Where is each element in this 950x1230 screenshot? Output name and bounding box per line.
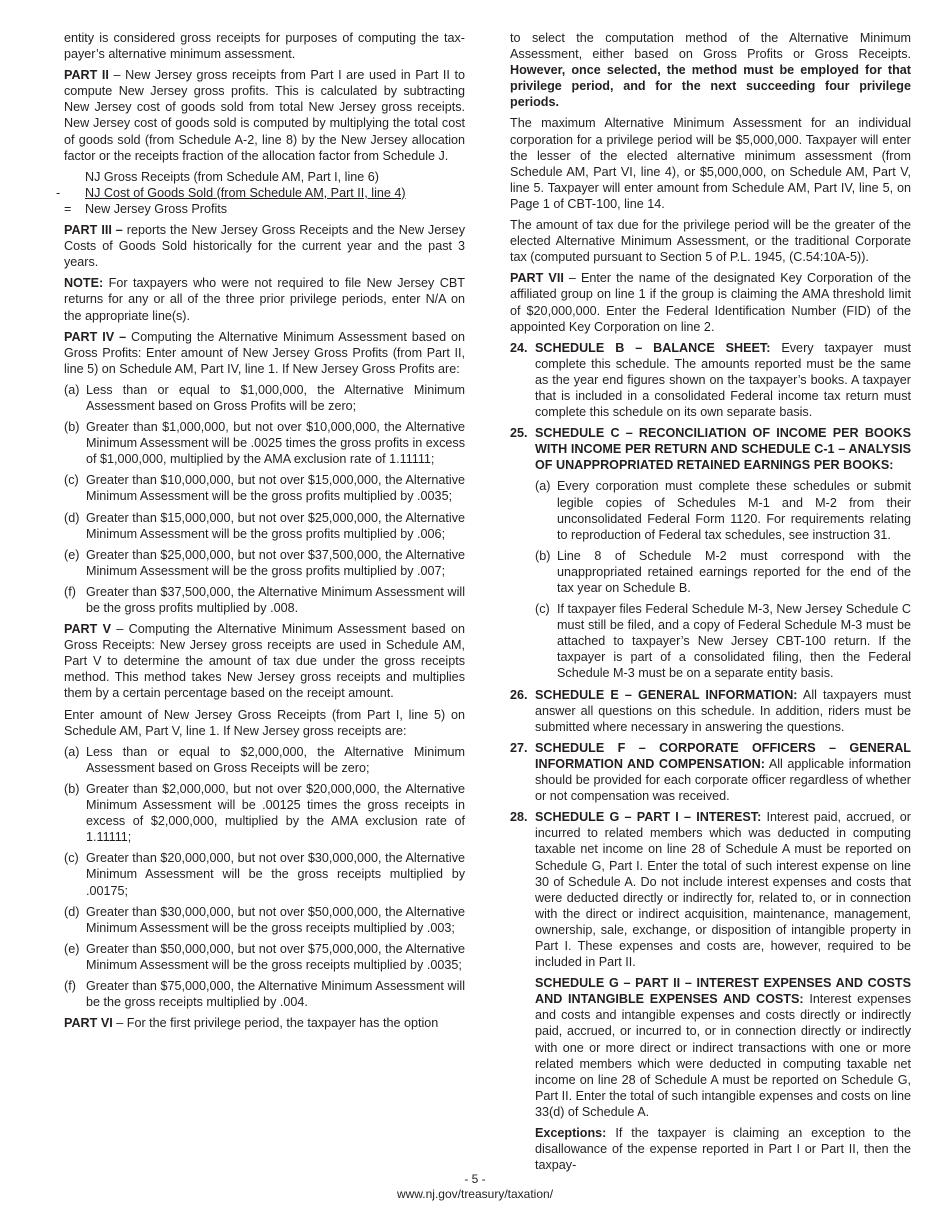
section-number: 25. — [510, 426, 528, 441]
paragraph: entity is considered gross receipts for purposes of computing the tax-payer’s alternative minimum assessment. — [64, 31, 465, 62]
list-text: Greater than $10,000,000, but not over $15,000,000, the Alternative Minimum Assessment will be the gross profits multiplied by .0035; — [86, 473, 465, 504]
list-item — [64, 472, 465, 504]
paragraph-part-iii — [64, 222, 465, 270]
list-text: Greater than $1,000,000, but not over $10,000,000, the Alternative Minimum Assessment will be .0025 times the gross profits in excess of $1,000,000, multiplied by the AMA exclusion rate of 1.11111; — [86, 420, 465, 467]
list-text: Greater than $2,000,000, but not over $20,000,000, the Alternative Minimum Assessment will be .00125 times the gross receipts in excess of $2,000,000, multiplied by the AMA exclusion rate of 1.11111; — [86, 781, 465, 845]
list-text: Less than or equal to $2,000,000, the Alternative Minimum Assessment based on Gross Receipts will be zero; — [86, 744, 465, 775]
paragraph-text: to select the computation method of the Alternative Minimum Assessment, either based on Gross Profits or Gross Receipts. — [510, 31, 911, 62]
section-number: 28. — [510, 810, 528, 825]
list-text: Every corporation must complete these schedules or submit legible copies of Schedules M-1 and M-2 from their unconsolidated Federal Form 1120. For requirements relating to reproduction of Federal tax schedules, see instruction 31. — [557, 479, 911, 542]
numbered-sections — [510, 340, 911, 1174]
section-number: 27. — [510, 740, 528, 755]
list-item — [535, 601, 911, 681]
paragraph-text: – Enter the name of the designated Key Corporation of the affiliated group on line 1 if the group is claiming the AMA threshold limit of $20,000,000. Enter the Federal Identification Number (FID) of the appointed Key Corporation on line 2. — [510, 271, 911, 334]
calc-line — [64, 169, 465, 185]
paragraph-text: – For the first privilege period, the taxpayer has the option — [112, 1016, 439, 1031]
calc-operator: = — [64, 201, 72, 216]
section-24 — [510, 340, 911, 420]
gross-receipts-list — [64, 744, 465, 1010]
part-heading: PART V — [64, 622, 112, 637]
list-label: (b) — [64, 781, 80, 796]
paragraph-note — [64, 275, 465, 323]
list-label: (a) — [64, 744, 80, 759]
list-text: Greater than $75,000,000, the Alternative Minimum Assessment will be the gross receipts multiplied by .004. — [86, 978, 465, 1010]
list-label: (f) — [64, 978, 76, 993]
list-label: (c) — [535, 602, 550, 617]
list-label: (c) — [64, 473, 79, 488]
gross-profits-calculation — [56, 169, 465, 217]
list-item — [64, 744, 465, 776]
list-item — [64, 850, 465, 898]
list-item — [64, 584, 465, 616]
section-body: If the taxpayer is claiming an exception to the disallowance of the expense reported in Part I or Part II, then the taxpay- — [535, 1126, 911, 1173]
section-heading: SCHEDULE F – CORPORATE OFFICERS – GENERAL INFORMATION AND COMPENSATION: — [535, 740, 911, 771]
paragraph-text: Computing the Alternative Minimum Assessment based on Gross Profits: Enter amount of New Jersey Gross Profits (from Part II, line 5) on Schedule AM, Part IV, line 1. If New Jersey Gross Profits are: — [64, 329, 466, 376]
list-text: Greater than $25,000,000, but not over $37,500,000, the Alternative Minimum Assessment will be the gross profits multiplied by .007; — [86, 547, 465, 578]
section-number: 24. — [510, 340, 528, 355]
part-heading: PART VI — [64, 1016, 113, 1031]
section-27 — [510, 740, 912, 804]
section-28-exceptions — [535, 1125, 911, 1173]
footer-url: www.nj.gov/treasury/taxation/ — [396, 1187, 554, 1201]
list-label: (d) — [64, 510, 80, 525]
page-number: - 5 - — [464, 1172, 486, 1186]
section-28-part-ii — [535, 975, 911, 1120]
calc-text: NJ Cost of Goods Sold (from Schedule AM, Part II, line 4) — [85, 185, 406, 200]
emphasis-text: However, once selected, the method must be employed for that privilege period, and for the next succeeding four privilege periods. — [510, 63, 911, 110]
part-heading: PART IV – — [64, 329, 127, 344]
section-heading: SCHEDULE G – PART II – INTEREST EXPENSES AND COSTS AND INTANGIBLE EXPENSES AND COSTS: — [535, 976, 911, 1007]
list-text: Line 8 of Schedule M-2 must correspond with the unappropriated retained earnings reported for the end of the tax year on Schedule B. — [557, 548, 911, 595]
left-column — [56, 30, 466, 1036]
calc-operator: - — [56, 185, 61, 200]
list-text: Greater than $20,000,000, but not over $30,000,000, the Alternative Minimum Assessment will be the gross receipts multiplied by .00175; — [86, 851, 465, 898]
list-item — [64, 547, 465, 579]
list-item — [535, 548, 911, 596]
paragraph-part-iv — [64, 329, 465, 377]
section-text — [535, 809, 911, 970]
section-body: All taxpayers must answer all questions on this schedule. In addition, riders must be submitted where necessary in answering the questions. — [535, 687, 911, 734]
list-label: (c) — [64, 851, 79, 866]
paragraph: The maximum Alternative Minimum Assessment for an individual corporation for a privilege period will be $5,000,000. Taxpayer will enter the lesser of the elected alternative minimum assessment (from Schedule AM, Part VI, line 4), or $5,000,000, on Schedule AM, Part V, line 5. Taxpayer will enter amount from Schedule AM, Part IV, line 5, on Page 1 of CBT-100, line 14. — [510, 116, 911, 211]
calc-line — [56, 185, 465, 201]
list-text: Less than or equal to $1,000,000, the Alternative Minimum Assessment based on Gross Profits will be zero; — [86, 382, 465, 413]
section-body: Interest expenses and costs and intangible expenses and costs directly or indirectly paid, accrued, or incurred to, or in connection directly or indirectly with one or more direct or indirect transactions with one or more related members which were deducted in computing taxable net income on line 28 of Schedule A must be reported on Schedule G, Part II. Enter the total of such intangible expenses and costs on line 33(d) of Schedule A. — [535, 992, 911, 1119]
list-label: (b) — [535, 548, 551, 563]
paragraph-part-vii — [510, 270, 911, 334]
section-heading: SCHEDULE E – GENERAL INFORMATION: — [535, 687, 798, 702]
calc-operator — [64, 169, 85, 185]
calc-text: New Jersey Gross Profits — [85, 201, 228, 216]
list-item — [64, 419, 465, 467]
calc-text: NJ Gross Receipts (from Schedule AM, Part I, line 6) — [85, 169, 379, 184]
list-item — [64, 941, 465, 973]
right-column — [510, 30, 911, 1178]
list-label: (f) — [64, 584, 76, 599]
list-label: (d) — [64, 904, 80, 919]
gross-profits-list — [64, 382, 465, 616]
paragraph-part-vi — [64, 1015, 465, 1031]
paragraph-part-v — [64, 621, 465, 701]
part-heading: PART III – — [64, 223, 123, 238]
list-label: (a) — [535, 479, 551, 494]
calc-line — [64, 201, 465, 217]
list-label: (e) — [64, 941, 80, 956]
section-25-list — [535, 478, 911, 681]
list-item — [535, 478, 911, 542]
list-text: If taxpayer files Federal Schedule M-3, New Jersey Schedule C must still be filed, and a copy of Federal Schedule M-3 must be attached to taxpayer’s New Jersey CBT-100 return. If the taxpayer is part of a consolidated filing, then the Federal Schedule M-3 must be on a separate entity basis. — [557, 602, 911, 681]
list-text: Greater than $30,000,000, but not over $50,000,000, the Alternative Minimum Assessment will be the gross receipts multiplied by .003; — [86, 904, 465, 935]
paragraph-text: For taxpayers who were not required to file New Jersey CBT returns for any or all of the three prior privilege periods, enter N/A on the appropriate line(s). — [64, 276, 465, 323]
list-text: Greater than $50,000,000, but not over $75,000,000, the Alternative Minimum Assessment will be the gross receipts multiplied by .0035; — [86, 941, 465, 972]
section-28 — [510, 809, 911, 970]
part-heading: PART II — [64, 68, 109, 83]
list-text: Greater than $15,000,000, but not over $25,000,000, the Alternative Minimum Assessment will be the gross profits multiplied by .006; — [86, 510, 465, 541]
list-label: (e) — [64, 547, 80, 562]
list-label: (b) — [64, 420, 80, 435]
paragraph-part-ii — [64, 67, 465, 164]
part-heading: PART VII — [510, 271, 564, 286]
paragraph-text: – New Jersey gross receipts from Part I are used in Part II to compute New Jersey gross profits. This is calculated by subtracting New Jersey cost of goods sold from total New Jersey gross receipts. New Jersey cost of goods sold is computed by multiplying the total cost of goods sold (from Schedule A-2, line 8) by the New Jersey allocation factor or the receipts fraction of the allocation factor from Schedule J. — [64, 68, 465, 163]
section-heading: Exceptions: — [535, 1126, 607, 1140]
list-item — [64, 904, 465, 936]
section-text — [535, 425, 911, 473]
section-heading: SCHEDULE G – PART I – INTEREST: — [535, 810, 762, 825]
paragraph-text: reports the New Jersey Gross Receipts and the New Jersey Costs of Goods Sold historically for the current year and the past 3 years. — [64, 223, 465, 270]
page-footer — [0, 1172, 950, 1202]
section-text — [535, 687, 911, 735]
section-body: Interest paid, accrued, or incurred to related members which was deducted in computing taxable net income on line 28 of Schedule A must be reported on Schedule G, Part I. Enter the total of such interest expense on line 30 of Schedule A. Do not include interest expenses and costs that were deducted directly or indirectly for, related to, or in connection with the direct or indirect acquisition, maintenance, management, ownership, sale, exchange, or disposition of intangible property in Part I. These expenses and costs are, however, required to be included in Part II. — [535, 810, 911, 970]
section-heading: SCHEDULE B – BALANCE SHEET: — [535, 340, 771, 355]
section-25 — [510, 425, 911, 473]
section-heading: SCHEDULE C – RECONCILIATION OF INCOME PER BOOKS WITH INCOME PER RETURN AND SCHEDULE C-1 – ANALYSIS OF UNAPPROPRIATED RETAINED EARNINGS PER BOOKS: — [535, 426, 911, 473]
section-text — [535, 340, 911, 420]
paragraph: The amount of tax due for the privilege period will be the greater of the elected Alternative Minimum Assessment, or the traditional Corporate tax (computed pursuant to Section 5 of P.L. 1945, (C.54:10A-5)). — [510, 218, 911, 265]
list-label: (a) — [64, 382, 80, 397]
list-item — [64, 781, 465, 845]
list-item — [64, 510, 465, 542]
paragraph — [510, 30, 911, 110]
list-text: Greater than $37,500,000, the Alternative Minimum Assessment will be the gross profits multiplied by .008. — [86, 584, 465, 615]
section-number: 26. — [510, 687, 528, 702]
paragraph: Enter amount of New Jersey Gross Receipts (from Part I, line 5) on Schedule AM, Part V, line 1. If New Jersey gross receipts are: — [64, 707, 465, 738]
note-heading: NOTE: — [64, 276, 104, 291]
paragraph-text: – Computing the Alternative Minimum Assessment based on Gross Receipts: New Jersey gross receipts are used in Schedule AM, Part V to determine the amount of tax due under the gross receipts method. This method takes New Jersey gross receipts and multiplies them by a certain percentage based on the receipt amount. — [64, 622, 465, 701]
section-26 — [510, 687, 911, 735]
section-body: All applicable information should be provided for each corporate officer regardless of whether or not compensation was received. — [535, 756, 912, 804]
section-body: Every taxpayer must complete this schedule. The amounts reported must be the same as the year end figures shown on the taxpayer’s books. A taxpayer that is included in a consolidated Federal income tax return must complete this schedule on its own separate basis. — [535, 340, 911, 420]
list-item — [64, 382, 465, 414]
list-item — [64, 978, 465, 1010]
section-text — [535, 740, 911, 804]
